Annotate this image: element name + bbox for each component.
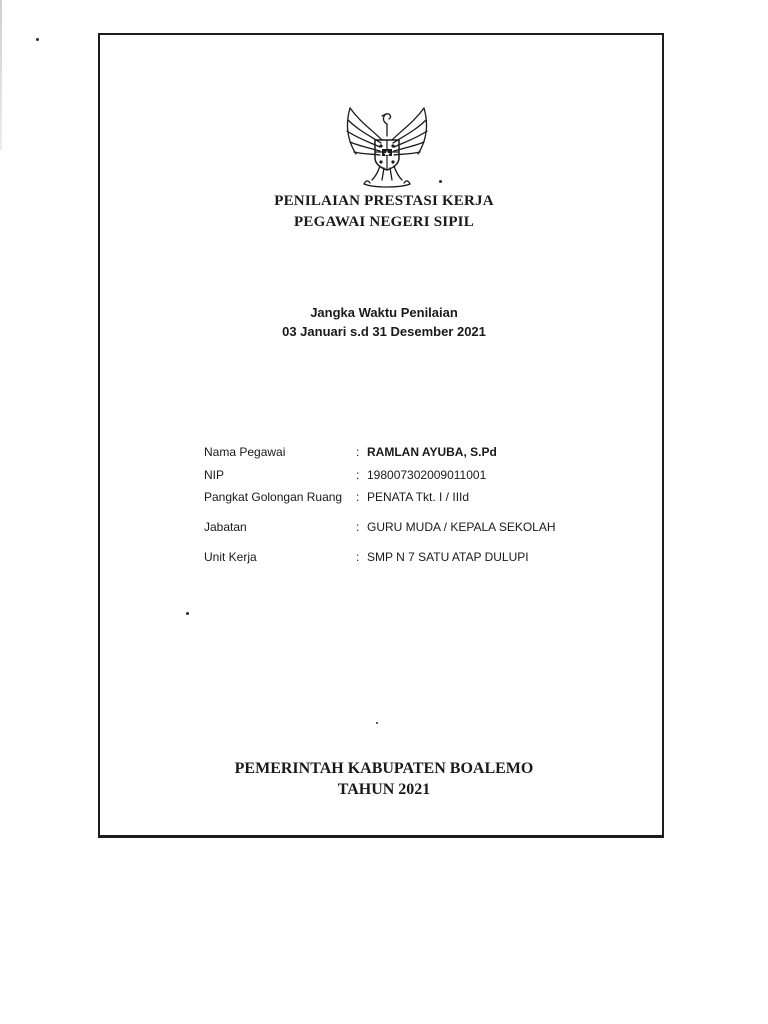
info-value: PENATA Tkt. I / IIId [367, 490, 470, 504]
info-colon: : [356, 468, 360, 482]
info-row-name [204, 444, 644, 460]
info-colon: : [356, 520, 360, 534]
document-title-line1: PENILAIAN PRESTASI KERJA [274, 193, 494, 209]
garuda-emblem-icon [342, 100, 432, 192]
scan-edge-mark [0, 0, 2, 150]
info-row-rank [204, 489, 644, 505]
info-value: 198007302009011001 [367, 468, 487, 482]
footer-government: PEMERINTAH KABUPATEN BOALEMO [234, 760, 534, 777]
info-row-position [204, 519, 644, 535]
info-label: Pangkat Golongan Ruang [204, 490, 343, 504]
footer-year: TAHUN 2021 [337, 781, 431, 798]
info-label: NIP [204, 468, 225, 482]
info-value: GURU MUDA / KEPALA SEKOLAH [367, 520, 556, 534]
info-colon: : [356, 445, 360, 459]
scan-speck [36, 38, 39, 41]
info-label: Jabatan [204, 520, 247, 534]
info-colon: : [356, 490, 360, 504]
info-label: Unit Kerja [204, 550, 257, 564]
info-value: SMP N 7 SATU ATAP DULUPI [367, 550, 529, 564]
info-row-unit [204, 549, 644, 565]
info-row-nip [204, 467, 644, 483]
info-label: Nama Pegawai [204, 445, 286, 459]
document-title-line2: PEGAWAI NEGERI SIPIL [294, 214, 474, 230]
period-value: 03 Januari s.d 31 Desember 2021 [282, 324, 486, 339]
period-label: Jangka Waktu Penilaian [310, 305, 458, 320]
info-colon: : [356, 550, 360, 564]
info-value: RAMLAN AYUBA, S.Pd [367, 445, 497, 459]
